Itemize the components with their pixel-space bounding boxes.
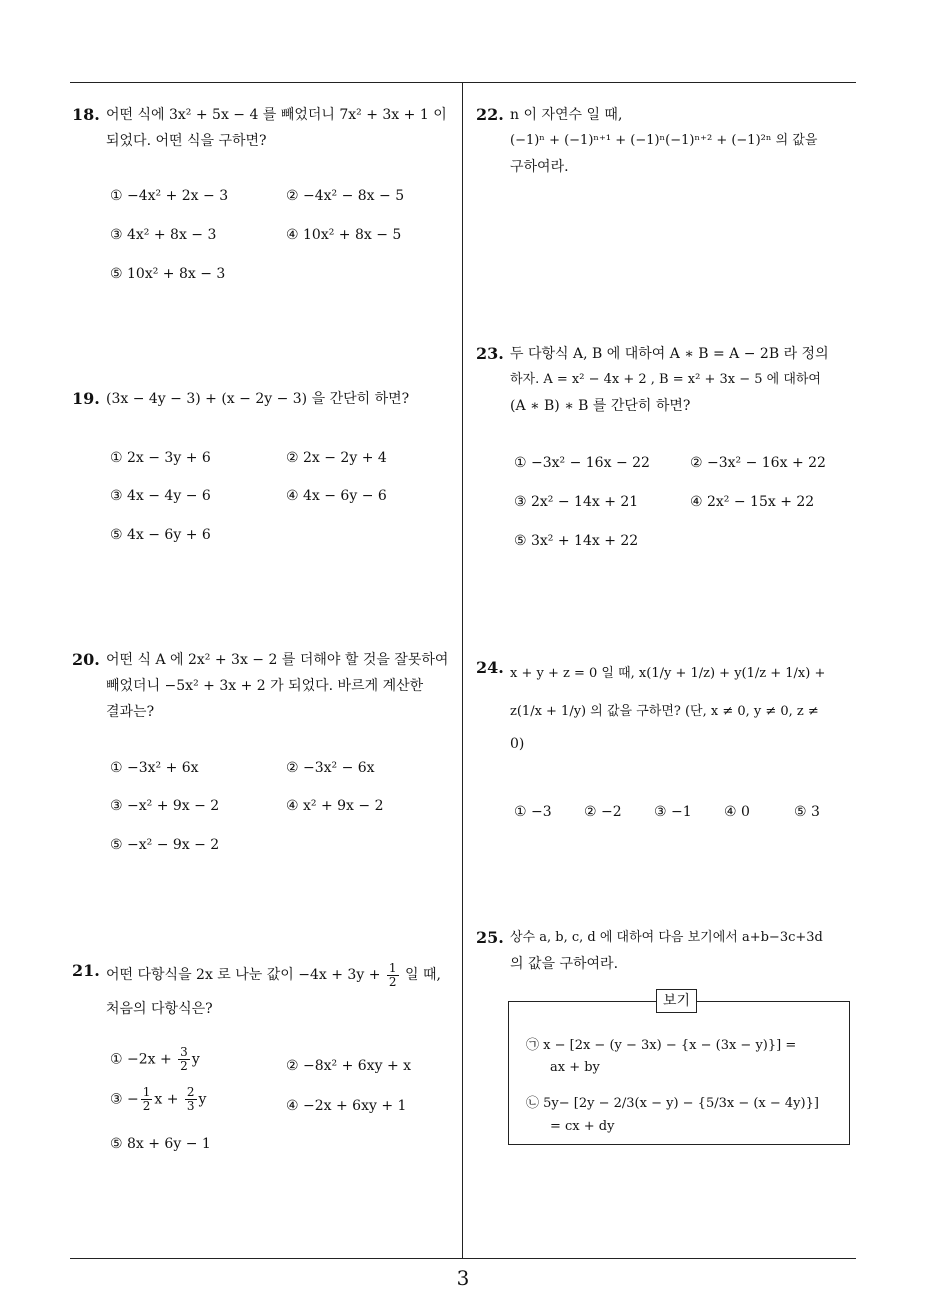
choice-4[interactable]: ④ x² + 9x − 2 (286, 798, 384, 814)
top-rule (70, 82, 856, 83)
bottom-rule (70, 1258, 856, 1259)
choice-2[interactable]: ② −4x² − 8x − 5 (286, 188, 405, 204)
question-text-line: 빼었더니 −5x² + 3x + 2 가 되었다. 바르게 계산한 (106, 678, 424, 694)
question-text-line: 두 다항식 A, B 에 대하여 A ∗ B = A − 2B 라 정의 (510, 346, 829, 362)
choice-5[interactable]: ⑤ −x² − 9x − 2 (110, 837, 220, 853)
question-text-line (106, 958, 458, 992)
question-text: 어떤 다항식을 2x 로 나눈 값이 −4x + 3y + (106, 967, 381, 983)
question-text-line: 의 값을 구하여라. (510, 956, 619, 972)
fraction (178, 1046, 190, 1073)
choice-3[interactable]: ③ −x² + 9x − 2 (110, 798, 220, 814)
question-number: 22. (476, 105, 504, 124)
choice-2[interactable]: ② −3x² − 6x (286, 760, 375, 776)
question-text-line: 어떤 식에 3x² + 5x − 4 를 빼었더니 7x² + 3x + 1 이 (106, 107, 447, 123)
choice-4[interactable]: ④ 4x − 6y − 6 (286, 488, 387, 504)
question-text-line: (A ∗ B) ∗ B 를 간단히 하면? (510, 398, 691, 414)
bogi-item-1-cont: ax + by (550, 1060, 600, 1075)
question-25 (476, 925, 860, 977)
choice-2[interactable]: ② −8x² + 6xy + x (286, 1058, 412, 1074)
column-divider (462, 82, 463, 1259)
choice-5[interactable]: ⑤ 4x − 6y + 6 (110, 527, 211, 543)
question-22 (476, 102, 860, 180)
choice-5[interactable]: ⑤ 3 (794, 804, 820, 820)
question-23 (476, 341, 860, 419)
fraction-numerator: 3 (180, 1045, 188, 1059)
choice-1[interactable]: ① 2x − 3y + 6 (110, 450, 211, 466)
question-number: 19. (72, 389, 100, 408)
question-text-line: 어떤 식 A 에 2x² + 3x − 2 를 더해야 할 것을 잘못하여 (106, 652, 449, 668)
bogi-item-1: ㉠ x − [2x − (y − 3x) − {x − (3x − y)}] = (526, 1038, 797, 1053)
question-18 (72, 102, 458, 154)
choice-text: y (191, 1051, 200, 1068)
question-text-line: (−1)ⁿ + (−1)ⁿ⁺¹ + (−1)ⁿ(−1)ⁿ⁺² + (−1)²ⁿ 의 값을 (510, 133, 818, 148)
fraction-numerator: 2 (186, 1085, 195, 1099)
question-number: 25. (476, 928, 504, 947)
choice-text: ③ − (110, 1091, 139, 1108)
choice-3[interactable]: ③ 2x² − 14x + 21 (514, 494, 639, 510)
choice-4[interactable]: ④ 0 (724, 804, 750, 820)
fraction (185, 1086, 197, 1113)
choice-3[interactable]: ③ 4x² + 8x − 3 (110, 227, 217, 243)
fraction-numerator: 1 (388, 960, 397, 975)
question-text-line: n 이 자연수 일 때, (510, 107, 623, 123)
question-text-line: x + y + z = 0 일 때, x(1/y + 1/z) + y(1/z + 1/x) + (510, 666, 826, 681)
choice-1[interactable]: ① −3x² − 16x − 22 (514, 455, 650, 471)
fraction (141, 1086, 153, 1113)
bogi-item-2-cont: = cx + dy (550, 1119, 615, 1134)
question-text-line: 되었다. 어떤 식을 구하면? (106, 133, 267, 149)
choice-5[interactable]: ⑤ 3x² + 14x + 22 (514, 533, 639, 549)
question-number: 23. (476, 344, 504, 363)
question-text-line: 0) (510, 736, 525, 752)
choice-4[interactable]: ④ −2x + 6xy + 1 (286, 1098, 407, 1114)
page-number: 3 (456, 1266, 470, 1290)
question-number: 20. (72, 650, 100, 669)
question-number: 21. (72, 961, 100, 980)
question-text-line: 하자. A = x² − 4x + 2 , B = x² + 3x − 5 에 대하여 (510, 372, 821, 387)
choice-5[interactable]: ⑤ 10x² + 8x − 3 (110, 266, 226, 282)
question-number: 18. (72, 105, 100, 124)
fraction (387, 962, 399, 989)
question-text-line: z(1/x + 1/y) 의 값을 구하면? (단, x ≠ 0, y ≠ 0, z ≠ (510, 704, 819, 719)
bogi-item-2: ㉡ 5y− [2y − 2/3(x − y) − {5/3x − (x − 4y)}] (526, 1096, 819, 1111)
choice-1[interactable]: ① −3 (514, 804, 552, 820)
fraction-denominator: 2 (142, 1099, 151, 1113)
choice-text: y (198, 1091, 207, 1108)
fraction-denominator: 2 (388, 974, 397, 989)
choice-2[interactable]: ② −3x² − 16x + 22 (690, 455, 826, 471)
choice-3[interactable]: ③ −1 (654, 804, 692, 820)
question-20 (72, 647, 458, 725)
choice-4[interactable]: ④ 2x² − 15x + 22 (690, 494, 815, 510)
question-19 (72, 386, 458, 412)
choice-1[interactable]: ① −4x² + 2x − 3 (110, 188, 229, 204)
question-21 (72, 958, 458, 1022)
choice-3[interactable]: ③ 4x − 4y − 6 (110, 488, 211, 504)
question-text: 일 때, (404, 967, 441, 983)
fraction-denominator: 2 (180, 1059, 188, 1073)
question-text-line: 결과는? (106, 704, 155, 720)
choice-5[interactable]: ⑤ 8x + 6y − 1 (110, 1136, 211, 1152)
question-text-line: (3x − 4y − 3) + (x − 2y − 3) 을 간단히 하면? (106, 391, 410, 407)
choice-4[interactable]: ④ 10x² + 8x − 5 (286, 227, 402, 243)
fraction-denominator: 3 (186, 1099, 195, 1113)
question-text-line: 처음의 다항식은? (106, 1001, 213, 1017)
choice-text: ① −2x + (110, 1051, 172, 1068)
choice-text: x + (154, 1091, 179, 1108)
choice-1[interactable] (110, 1046, 200, 1073)
question-text-line: 구하여라. (510, 159, 569, 175)
choice-2[interactable]: ② 2x − 2y + 4 (286, 450, 387, 466)
choice-3[interactable] (110, 1086, 206, 1113)
question-text-line: 상수 a, b, c, d 에 대하여 다음 보기에서 a+b−3c+3d (510, 930, 823, 945)
choice-1[interactable]: ① −3x² + 6x (110, 760, 199, 776)
question-number: 24. (476, 658, 504, 677)
choice-2[interactable]: ② −2 (584, 804, 622, 820)
bogi-title: 보기 (656, 989, 697, 1013)
question-24 (476, 655, 860, 757)
fraction-numerator: 1 (142, 1085, 151, 1099)
